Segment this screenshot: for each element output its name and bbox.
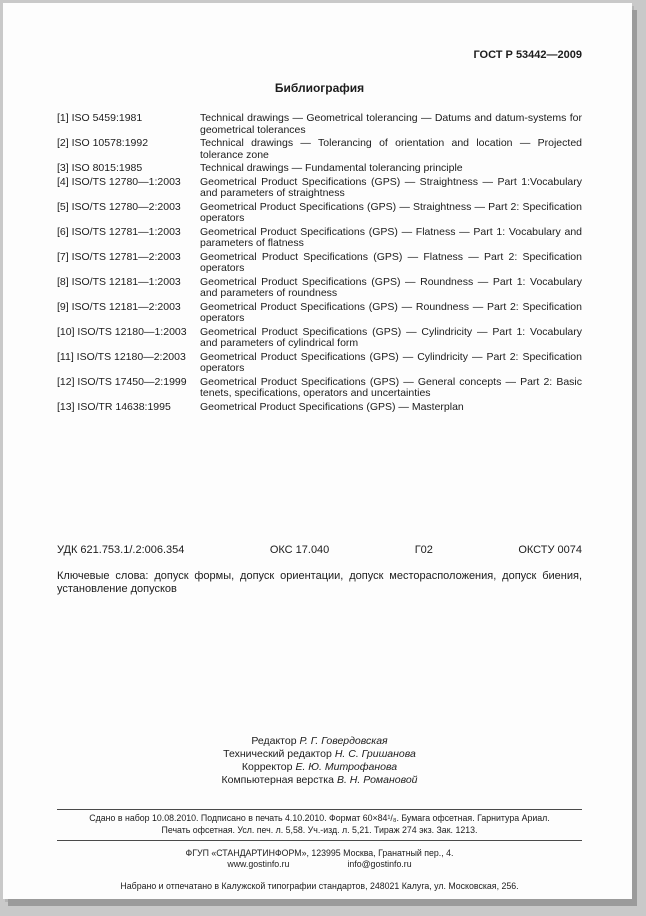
staff-name: Е. Ю. Митрофанова <box>295 761 398 773</box>
bibliography-entry <box>57 277 582 300</box>
bibliography-text: Technical drawings — Geometrical tolerancing — Datums and datum-systems for geometrical tolerances <box>200 112 582 136</box>
bibliography-ref: [10] ISO/TS 12180—1:2003 <box>57 325 187 338</box>
bibliography-text: Geometrical Product Specifications (GPS) — Masterplan <box>200 400 464 413</box>
imprint-line-1: Сдано в набор 10.08.2010. Подписано в печать 4.10.2010. Формат 60×84¹/₈. Бумага офсетная. Гарнитура Ариал. <box>89 813 550 823</box>
bibliography-text: Technical drawings — Fundamental tolerancing principle <box>200 162 463 174</box>
bibliography-ref: [8] ISO/TS 12181—1:2003 <box>57 275 181 288</box>
imprint-block <box>57 810 582 840</box>
bibliography-ref: [13] ISO/TR 14638:1995 <box>57 400 171 413</box>
bibliography-text: Geometrical Product Specifications (GPS) — Flatness — Part 1: Vocabulary and parameters of flatness <box>200 225 582 249</box>
publisher-block <box>57 841 582 892</box>
publisher-website: www.gostinfo.ru <box>227 859 290 869</box>
publisher-address: ФГУП «СТАНДАРТИНФОРМ», 123995 Москва, Гранатный пер., 4. <box>185 848 454 858</box>
bibliography-entry <box>57 202 582 225</box>
classification-codes <box>57 544 582 556</box>
bibliography-entry <box>57 252 582 275</box>
bibliography-ref: [6] ISO/TS 12781—1:2003 <box>57 225 181 238</box>
staff-line <box>57 735 582 748</box>
staff-line <box>57 748 582 761</box>
publisher-email: info@gostinfo.ru <box>347 859 412 869</box>
staff-line <box>57 761 582 774</box>
bibliography-ref: [4] ISO/TS 12780—1:2003 <box>57 175 181 188</box>
bibliography-text: Geometrical Product Specifications (GPS) — Flatness — Part 2: Specification operators <box>200 250 582 274</box>
imprint-line-2: Печать офсетная. Усл. печ. л. 5,58. Уч.-изд. л. 5,21. Тираж 274 экз. Зак. 1213. <box>161 824 478 835</box>
bibliography-text: Technical drawings — Tolerancing of orientation and location — Projected tolerance zone <box>200 137 582 161</box>
bibliography-entry <box>57 227 582 250</box>
bibliography-ref: [9] ISO/TS 12181—2:2003 <box>57 300 181 313</box>
staff-role: Корректор <box>241 761 293 773</box>
page-title: Библиография <box>274 81 365 95</box>
bibliography-list <box>57 113 582 413</box>
bibliography-text: Geometrical Product Specifications (GPS) — Cylindricity — Part 2: Specification operators <box>200 350 582 374</box>
bibliography-entry <box>57 113 582 136</box>
editorial-staff <box>57 735 582 787</box>
udk-code: УДК 621.753.1/.2:006.354 <box>57 544 185 556</box>
doc-code: ГОСТ Р 53442—2009 <box>473 49 582 61</box>
keywords-text: Ключевые слова: допуск формы, допуск ориентации, допуск месторасположения, допуск биения, установление допусков <box>57 570 582 595</box>
g-code: Г02 <box>414 544 433 556</box>
staff-name: Н. С. Гришанова <box>334 748 416 760</box>
bibliography-ref: [11] ISO/TS 12180—2:2003 <box>57 350 186 363</box>
bibliography-entry <box>57 377 582 400</box>
publisher-contacts <box>57 859 582 870</box>
bibliography-ref: [5] ISO/TS 12780—2:2003 <box>57 200 181 213</box>
bibliography-entry <box>57 352 582 375</box>
bibliography-ref: [3] ISO 8015:1985 <box>57 162 143 174</box>
bibliography-ref: [2] ISO 10578:1992 <box>57 137 149 149</box>
okstu-code: ОКСТУ 0074 <box>518 544 582 556</box>
bibliography-entry <box>57 327 582 350</box>
bibliography-entry <box>57 138 582 161</box>
bibliography-ref: [12] ISO/TS 17450—2:1999 <box>57 375 187 388</box>
bibliography-entry <box>57 402 582 414</box>
bibliography-entry <box>57 177 582 200</box>
staff-role: Редактор <box>251 735 297 747</box>
bibliography-ref: [7] ISO/TS 12781—2:2003 <box>57 250 181 263</box>
staff-line <box>57 774 582 787</box>
bibliography-text: Geometrical Product Specifications (GPS) — Straightness — Part 1:Vocabulary and parameters of straightness <box>200 175 582 199</box>
bibliography-text: Geometrical Product Specifications (GPS) — Roundness — Part 1: Vocabulary and parameters of roundness <box>200 275 582 299</box>
bibliography-text: Geometrical Product Specifications (GPS) — General concepts — Part 2: Basic tenets, specifications, operators and uncertainties <box>200 375 582 399</box>
bibliography-entry <box>57 302 582 325</box>
document-page <box>3 3 632 899</box>
staff-role: Компьютерная верстка <box>221 774 334 786</box>
bibliography-entry <box>57 163 582 175</box>
bibliography-text: Geometrical Product Specifications (GPS) — Cylindricity — Part 1: Vocabulary and parameters of cylindrical form <box>200 325 582 349</box>
oks-code: ОКС 17.040 <box>269 544 330 556</box>
bibliography-text: Geometrical Product Specifications (GPS) — Straightness — Part 2: Specification operators <box>200 200 582 224</box>
bibliography-text: Geometrical Product Specifications (GPS) — Roundness — Part 2: Specification operators <box>200 300 582 324</box>
bibliography-ref: [1] ISO 5459:1981 <box>57 112 143 124</box>
staff-role: Технический редактор <box>223 748 332 760</box>
staff-name: Р. Г. Говердовская <box>299 735 388 747</box>
printing-house-line: Набрано и отпечатано в Калужской типографии стандартов, 248021 Калуга, ул. Московская, 256. <box>120 881 519 891</box>
staff-name: В. Н. Романовой <box>336 774 418 786</box>
